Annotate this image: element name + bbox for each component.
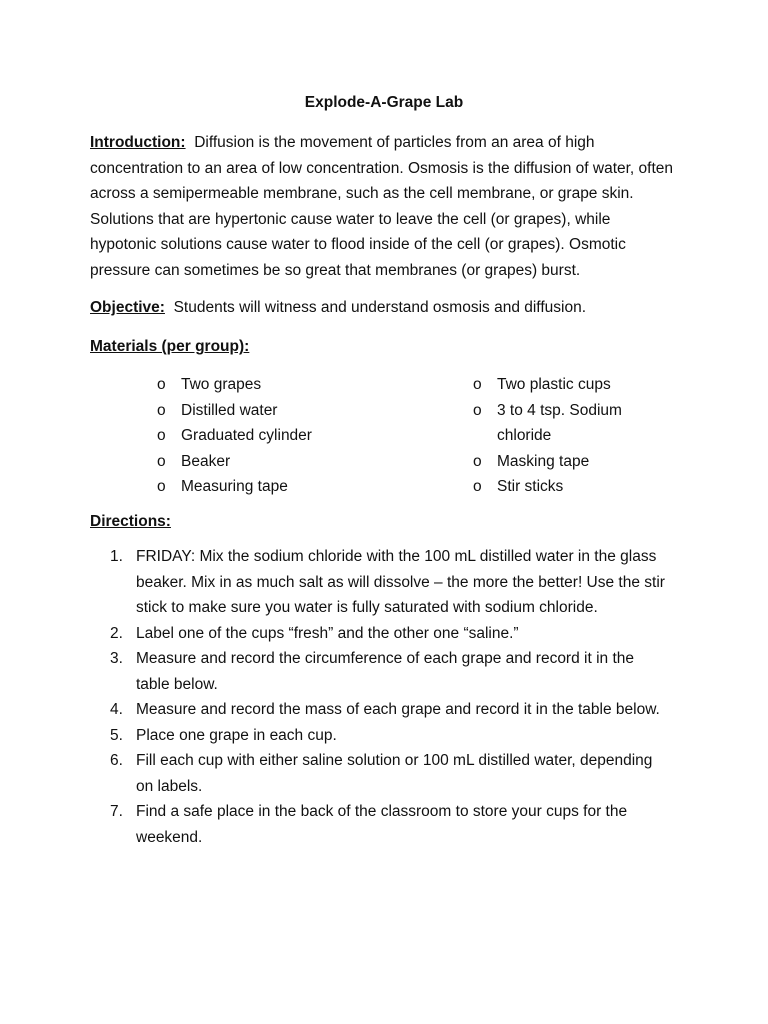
objective-heading: Objective: — [90, 299, 165, 316]
step-number: 7. — [110, 803, 123, 820]
direction-step — [110, 799, 670, 850]
objective-text: Students will witness and understand osmosis and diffusion. — [173, 299, 587, 316]
introduction-heading: Introduction: — [90, 134, 186, 151]
material-label: 3 to 4 tsp. Sodium chloride — [497, 401, 622, 444]
direction-step — [110, 544, 670, 621]
direction-step — [110, 621, 670, 647]
direction-step — [110, 723, 670, 749]
step-number: 3. — [110, 650, 123, 667]
material-label: Masking tape — [497, 452, 590, 470]
step-text: FRIDAY: Mix the sodium chloride with the 100 mL distilled water in the glass beaker. Mix in as much salt as will dissolve – the more the better! Use the stir stick to make sure you water is fully saturated with sodium chloride. — [136, 548, 665, 616]
directions-section-heading — [90, 509, 680, 535]
introduction-paragraph — [90, 130, 680, 283]
step-number: 1. — [110, 548, 123, 565]
material-label: Graduated cylinder — [181, 427, 312, 444]
material-label: Distilled water — [181, 401, 278, 419]
material-label: Stir sticks — [497, 478, 564, 495]
step-text: Measure and record the mass of each grape and record it in the table below. — [136, 701, 660, 718]
direction-step — [110, 748, 670, 799]
bullet-icon: o — [473, 376, 482, 393]
step-text: Place one grape in each cup. — [136, 726, 337, 744]
step-text: Measure and record the circumference of each grape and record it in the table below. — [136, 650, 634, 693]
step-number: 5. — [110, 726, 123, 744]
introduction-text: Diffusion is the movement of particles from an area of high concentration to an area of low concentration. Osmosis is the diffusion of water, often across a semipermeable membrane, such as the cell membrane, or grape skin. Solutions that are hypertonic cause water to leave the cell (or grapes), while hypotonic solutions cause water to flood inside of the cell (or grapes). Osmotic pressure can sometimes be so great that membranes (or grapes) burst. — [90, 134, 674, 279]
bullet-icon: o — [157, 427, 166, 444]
step-number: 6. — [110, 752, 123, 769]
material-label: Two plastic cups — [497, 376, 611, 393]
material-item — [473, 398, 673, 449]
material-item — [157, 474, 407, 500]
bullet-icon: o — [157, 401, 166, 419]
material-label: Measuring tape — [181, 478, 288, 495]
bullet-icon: o — [157, 478, 166, 495]
materials-left-column — [157, 372, 407, 500]
direction-step — [110, 646, 670, 697]
objective-paragraph — [90, 295, 680, 321]
material-item — [157, 372, 407, 398]
material-item — [157, 398, 407, 424]
step-text: Fill each cup with either saline solution or 100 mL distilled water, depending on labels. — [136, 752, 653, 795]
page-title: Explode-A-Grape Lab — [304, 94, 464, 111]
material-item — [473, 372, 673, 398]
step-number: 4. — [110, 701, 123, 718]
material-item — [473, 449, 673, 475]
materials-right-column — [473, 372, 673, 500]
materials-section-heading — [90, 334, 680, 360]
directions-list — [110, 544, 670, 850]
directions-heading: Directions: — [90, 513, 171, 530]
bullet-icon: o — [473, 478, 482, 495]
bullet-icon: o — [157, 376, 166, 393]
bullet-icon: o — [473, 401, 482, 419]
material-label: Two grapes — [181, 376, 262, 393]
material-item — [157, 423, 407, 449]
step-text: Find a safe place in the back of the classroom to store your cups for the weekend. — [136, 803, 628, 846]
material-label: Beaker — [181, 452, 231, 470]
bullet-icon: o — [157, 452, 166, 470]
step-number: 2. — [110, 624, 123, 642]
materials-heading: Materials (per group): — [90, 338, 250, 355]
material-item — [157, 449, 407, 475]
material-item — [473, 474, 673, 500]
step-text: Label one of the cups “fresh” and the other one “saline.” — [136, 624, 519, 642]
direction-step — [110, 697, 670, 723]
bullet-icon: o — [473, 452, 482, 470]
